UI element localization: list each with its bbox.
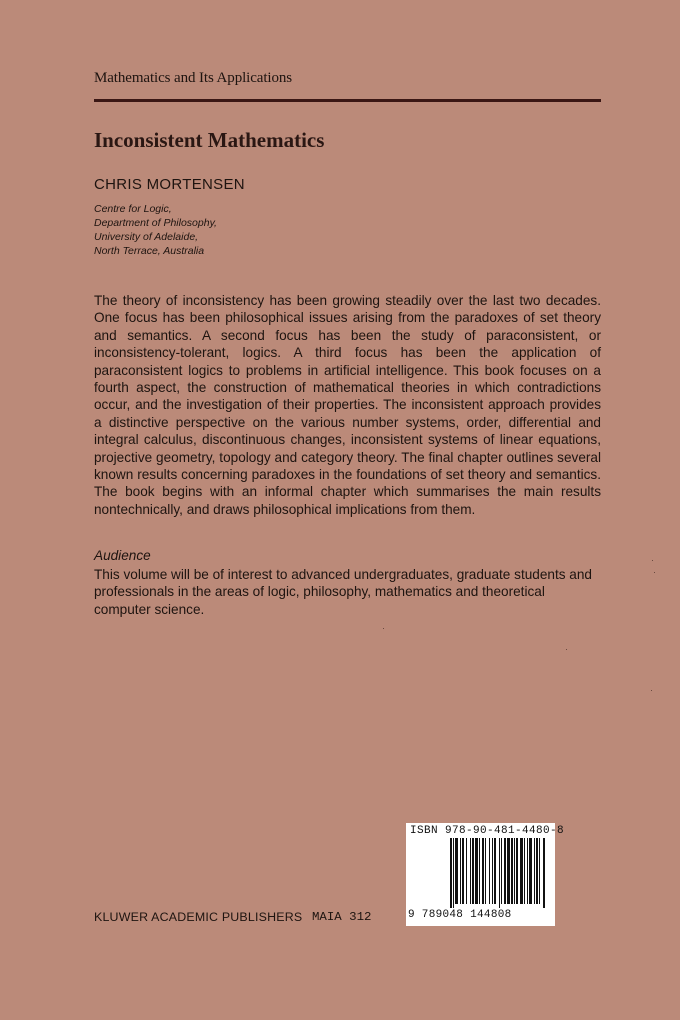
barcode-bar	[514, 838, 515, 904]
barcode-bar	[527, 838, 528, 904]
barcode-bar	[466, 838, 467, 904]
isbn-label: ISBN 978-90-481-4480-8	[410, 825, 565, 837]
affiliation-line: Department of Philosophy,	[94, 217, 217, 229]
barcode-bar	[516, 838, 518, 904]
barcode-bar	[543, 838, 545, 908]
ean-number: 9 789048 144808	[408, 909, 512, 921]
print-speck	[651, 690, 652, 691]
description-text: The theory of inconsistency has been growing steadily over the last two decades. One focus has been philosophical issues arising from the paradoxes of set theory and semantics. A second focus has been the study of paraconsistent, or inconsistency-tolerant, logics. A third focus has been the application of paraconsistent logics to problems in artificial intelligence. This book focuses on a fourth aspect, the construction of mathematical theories in which contradictions occur, and the investigation of their properties. The inconsistent approach provides a distinctive perspective on the various number systems, order, differential and integral calculus, discontinuous changes, inconsistent systems of linear equations, projective geometry, topology and category theory. The final chapter outlines several known results concerning paradoxes in the foundations of set theory and semantics. The book begins with an informal chapter which summarises the main results nontechnically, and draws philosophical implications from them.	[94, 293, 601, 517]
barcode-bar	[499, 838, 500, 908]
isbn-barcode	[406, 823, 565, 926]
barcode-bar	[489, 838, 490, 904]
print-speck	[383, 628, 384, 629]
barcode-bar	[492, 838, 493, 904]
barcode-bar	[529, 838, 532, 904]
author-name: CHRIS MORTENSEN	[94, 176, 245, 193]
barcode-bar	[450, 838, 452, 908]
affiliation-line: North Terrace, Australia	[94, 245, 205, 257]
barcode-bar	[539, 838, 540, 904]
barcode-bar	[453, 838, 454, 908]
barcode-bar	[504, 838, 506, 904]
print-speck	[652, 560, 653, 561]
barcode-bar	[455, 838, 458, 904]
barcode-bar	[524, 838, 525, 904]
barcode-bar	[536, 838, 538, 904]
header-rule	[94, 99, 601, 102]
series-name: Mathematics and Its Applications	[94, 70, 293, 86]
barcode-bar	[475, 838, 478, 904]
barcode-bar	[507, 838, 510, 904]
affiliation-line: Centre for Logic,	[94, 203, 172, 215]
publisher-name: KLUWER ACADEMIC PUBLISHERS	[94, 910, 303, 924]
barcode-bar	[511, 838, 513, 904]
audience-text: This volume will be of interest to advanced undergraduates, graduate students and professionals in the areas of logic, philosophy, mathematics and theoretical computer science.	[94, 567, 592, 617]
author-affiliation	[94, 202, 217, 258]
barcode-bar	[520, 838, 523, 904]
barcode-bar	[472, 838, 474, 904]
audience-heading: Audience	[94, 548, 151, 563]
affiliation-line: University of Adelaide,	[94, 231, 199, 243]
barcode-bar	[479, 838, 480, 904]
barcode-bar	[462, 838, 464, 904]
barcode-bar	[501, 838, 502, 904]
barcode-bars	[406, 838, 555, 910]
barcode-bar	[485, 838, 486, 904]
barcode-bar	[482, 838, 484, 904]
book-description	[94, 292, 601, 518]
barcode-bar	[494, 838, 496, 904]
barcode-bar	[534, 838, 535, 904]
barcode-bar	[460, 838, 461, 904]
print-speck	[654, 572, 655, 573]
series-code: MAIA 312	[312, 910, 372, 924]
print-speck	[566, 649, 567, 650]
book-title: Inconsistent Mathematics	[94, 128, 325, 152]
barcode-bar	[470, 838, 471, 904]
